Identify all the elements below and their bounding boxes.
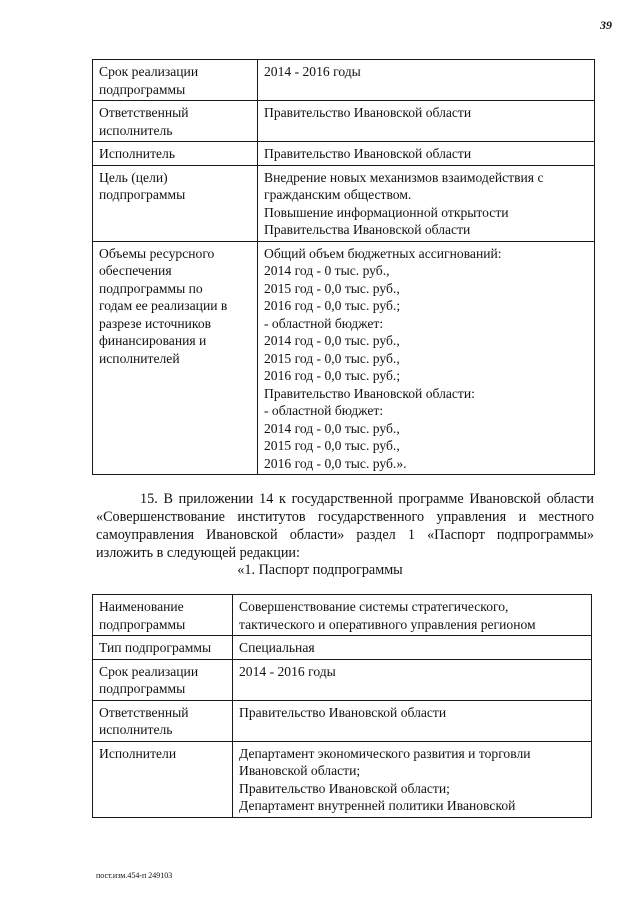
- row-label-line: Срок реализации: [99, 663, 199, 679]
- row-value-line: 2014 - 2016 годы: [239, 663, 336, 679]
- table-row: [93, 595, 592, 636]
- row-label-line: Исполнитель: [99, 146, 176, 161]
- row-value-cell: [258, 165, 595, 241]
- row-label-line: подпрограммы: [99, 81, 186, 97]
- row-value-line: 2015 год - 0,0 тыс. руб.,: [264, 350, 400, 366]
- row-label-line: Объемы ресурсного: [99, 245, 215, 261]
- row-value-cell: [233, 636, 592, 660]
- row-value-line: Повышение информационной открытости: [264, 204, 509, 220]
- row-value-line: 2014 год - 0,0 тыс. руб.,: [264, 420, 400, 436]
- row-value-line: 2016 год - 0,0 тыс. руб.;: [264, 298, 401, 313]
- subprogram-passport-table: [92, 594, 592, 818]
- row-value-line: 2014 год - 0,0 тыс. руб.,: [264, 333, 400, 348]
- row-value-line: Правительство Ивановской области;: [239, 780, 450, 796]
- row-label-cell: [93, 241, 258, 475]
- row-value-line: Общий объем бюджетных ассигнований:: [264, 245, 502, 261]
- row-value-line: 2015 год - 0,0 тыс. руб.,: [264, 280, 400, 296]
- table-row: [93, 241, 595, 475]
- row-label-line: исполнитель: [99, 122, 173, 138]
- row-label-cell: [93, 60, 258, 101]
- table-row: [93, 142, 595, 166]
- section-heading: «1. Паспорт подпрограммы: [237, 562, 403, 578]
- row-value-cell: [233, 700, 592, 741]
- row-label-cell: [93, 142, 258, 166]
- table-row: [93, 101, 595, 142]
- row-value-cell: [233, 595, 592, 636]
- row-label-line: Цель (цели): [99, 169, 168, 185]
- row-label-cell: [93, 700, 233, 741]
- row-value-line: Департамент внутренней политики Ивановской: [239, 798, 516, 813]
- row-value-cell: [233, 659, 592, 700]
- row-label-cell: [93, 741, 233, 817]
- row-label-line: исполнитель: [99, 722, 173, 737]
- row-value-cell: [258, 60, 595, 101]
- row-label-cell: [93, 636, 233, 660]
- row-value-line: Внедрение новых механизмов взаимодействия с: [264, 169, 544, 185]
- row-label-cell: [93, 595, 233, 636]
- row-label-line: подпрограммы: [99, 681, 186, 696]
- row-label-line: разрезе источников: [99, 315, 212, 331]
- table-row: [93, 60, 595, 101]
- row-value-line: Департамент экономического развития и торговли: [239, 745, 531, 761]
- row-label-cell: [93, 165, 258, 241]
- row-label-line: подпрограммы: [99, 616, 186, 632]
- row-label-line: подпрограммы: [99, 187, 186, 202]
- row-value-line: Ивановской области;: [239, 763, 361, 778]
- row-value-cell: [233, 741, 592, 817]
- row-value-line: Правительство Ивановской области: [264, 146, 472, 161]
- row-label-line: Наименование: [99, 599, 184, 614]
- row-value-line: Правительство Ивановской области: [239, 704, 447, 720]
- row-value-line: Правительство Ивановской области:: [264, 385, 475, 401]
- table-row: [93, 741, 592, 817]
- row-label-line: годам ее реализации в: [99, 298, 228, 313]
- row-label-line: Срок реализации: [99, 64, 199, 79]
- amendment-paragraph-15: 15. В приложении 14 к государственной программе Ивановской области «Совершенствование институтов государственного управления и местного самоуправления Ивановской области» раздел 1 «Паспорт подпрограммы» изложить в следующей редакции:: [96, 491, 594, 561]
- row-value-line: Совершенствование системы стратегического,: [239, 599, 509, 614]
- table-row: [93, 659, 592, 700]
- row-value-cell: [258, 101, 595, 142]
- row-value-line: Правительство Ивановской области: [264, 105, 472, 120]
- table-row: [93, 700, 592, 741]
- row-label-line: Ответственный: [99, 704, 189, 720]
- row-label-cell: [93, 101, 258, 142]
- row-value-line: - областной бюджет:: [264, 403, 384, 418]
- row-label-line: Ответственный: [99, 105, 189, 120]
- row-value-line: тактического и оперативного управления регионом: [239, 616, 536, 632]
- row-value-line: Правительства Ивановской области: [264, 222, 471, 237]
- row-value-line: 2016 год - 0,0 тыс. руб.».: [264, 455, 407, 471]
- subprogram-passport-table-previous: [92, 59, 595, 475]
- footer-document-code: пост.изм.454-п 249103: [96, 871, 173, 880]
- row-value-line: гражданским обществом.: [264, 187, 412, 202]
- row-value-cell: [258, 241, 595, 475]
- row-value-line: - областной бюджет:: [264, 315, 384, 331]
- row-label-line: исполнителей: [99, 350, 180, 366]
- page-number: 39: [600, 18, 612, 32]
- row-label-line: финансирования и: [99, 333, 207, 348]
- row-value-cell: [258, 142, 595, 166]
- row-label-cell: [93, 659, 233, 700]
- row-value-line: 2014 год - 0 тыс. руб.,: [264, 263, 390, 278]
- table-row: [93, 165, 595, 241]
- row-label-line: обеспечения: [99, 263, 172, 278]
- table-row: [93, 636, 592, 660]
- row-label-line: Исполнители: [99, 745, 177, 761]
- row-value-line: 2016 год - 0,0 тыс. руб.;: [264, 368, 401, 383]
- row-label-line: Тип подпрограммы: [99, 640, 212, 655]
- row-value-line: 2014 - 2016 годы: [264, 64, 361, 79]
- row-label-line: подпрограммы по: [99, 280, 203, 296]
- row-value-line: 2015 год - 0,0 тыс. руб.,: [264, 438, 400, 453]
- row-value-line: Специальная: [239, 640, 315, 655]
